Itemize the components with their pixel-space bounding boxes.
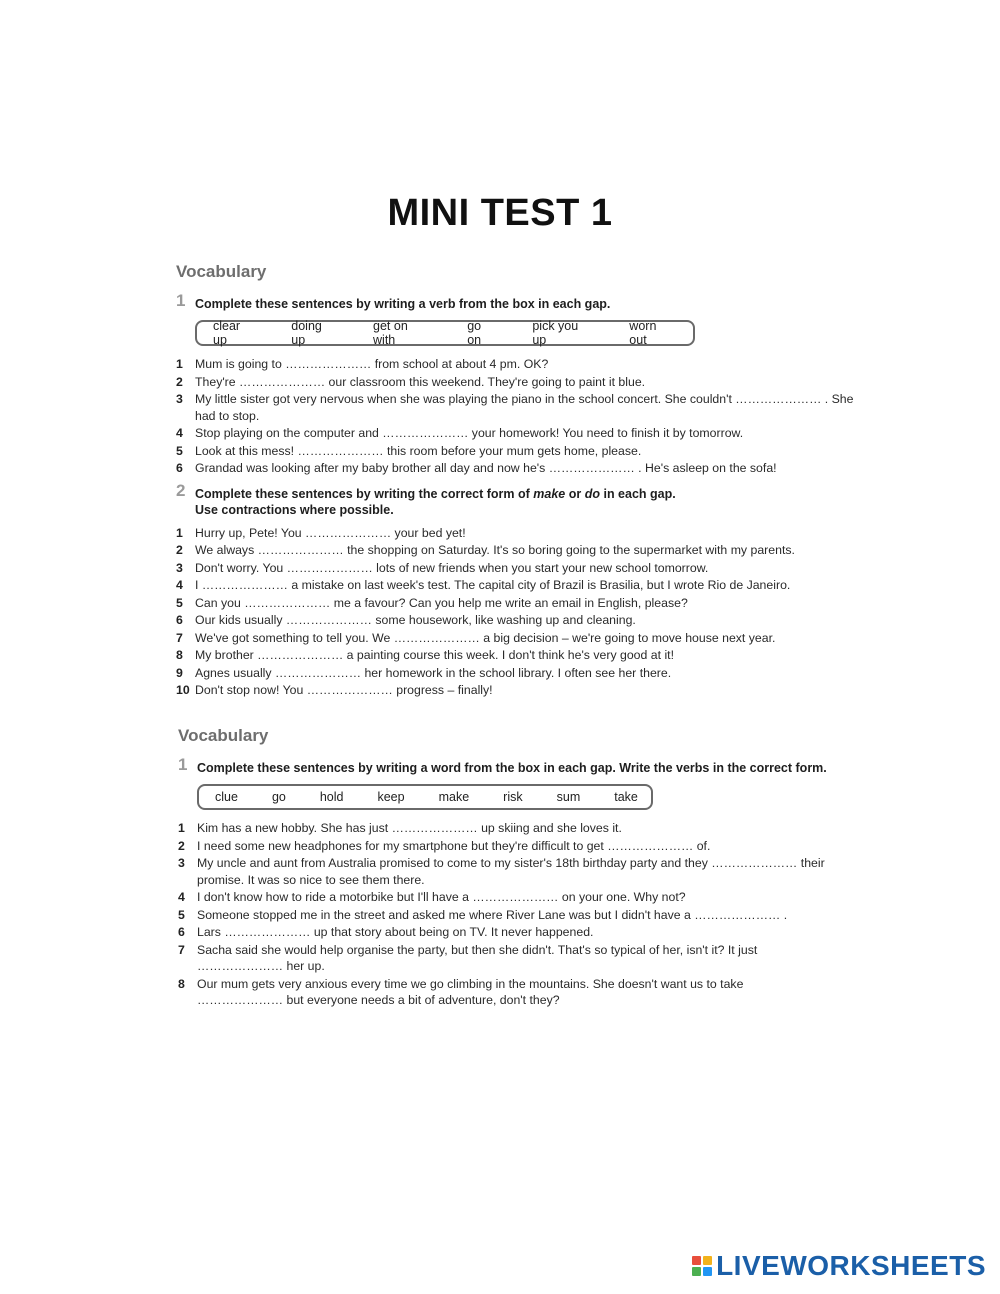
- exercise-instruction-text: Complete these sentences by writing the correct form of make or do in each gap. Use contractions where possible.: [195, 486, 676, 517]
- item-number: 6: [176, 613, 183, 627]
- exercise-items: [176, 525, 796, 699]
- exercise-item: [178, 855, 828, 888]
- box-word: go on: [467, 319, 482, 347]
- exercise-item: [178, 907, 828, 924]
- item-sentence: Look at this mess! ………………… this room before your mum gets home, please.: [195, 443, 642, 458]
- exercise-items: [178, 820, 828, 1009]
- exercise-item: [176, 425, 856, 442]
- exercise-number: 1: [176, 291, 186, 310]
- page-title: MINI TEST 1: [387, 192, 613, 234]
- item-number: 4: [176, 578, 183, 592]
- item-number: 3: [176, 392, 183, 406]
- exercise-number: 1: [178, 755, 188, 774]
- box-word: pick you up: [532, 319, 579, 347]
- exercise-items: [176, 356, 856, 477]
- vocabulary-section-1: [176, 262, 856, 700]
- exercise-2: [176, 480, 856, 699]
- logo-block: [692, 1267, 701, 1276]
- item-sentence: My little sister got very nervous when she was playing the piano in the school concert. She couldn't ………………… . She had to stop.: [195, 392, 854, 423]
- item-number: 10: [176, 683, 190, 697]
- item-sentence: I ………………… a mistake on last week's test. The capital city of Brazil is Brasilia, but I wrote Rio de Janeiro.: [195, 578, 791, 592]
- item-number: 7: [176, 630, 183, 645]
- exercise-instruction: [178, 755, 828, 776]
- item-number: 3: [178, 856, 185, 870]
- exercise-item: [176, 525, 796, 542]
- box-word: make: [438, 790, 470, 804]
- item-sentence: Can you ………………… me a favour? Can you help me write an email in English, please?: [195, 595, 688, 610]
- box-word: go: [271, 790, 286, 804]
- exercise-item: [176, 647, 796, 664]
- exercise-item: [178, 838, 828, 855]
- item-number: 5: [176, 443, 183, 458]
- item-sentence: Our mum gets very anxious every time we go climbing in the mountains. She doesn't want us to take ………………… but everyone needs a bit of adventure, don't they?: [197, 976, 744, 1007]
- exercise-1: [176, 291, 856, 477]
- liveworksheets-logo: [692, 1250, 986, 1282]
- item-sentence: We always ………………… the shopping on Saturday. It's so boring going to the supermarket with my parents.: [195, 543, 795, 557]
- item-number: 1: [176, 525, 183, 540]
- logo-block: [692, 1256, 701, 1265]
- item-number: 7: [178, 942, 185, 957]
- exercise-item: [176, 356, 856, 373]
- item-number: 4: [176, 426, 183, 440]
- item-number: 5: [176, 595, 183, 610]
- item-number: 2: [176, 374, 183, 389]
- item-sentence: They're ………………… our classroom this weekend. They're going to paint it blue.: [195, 374, 646, 389]
- exercise-item: [176, 460, 856, 477]
- logo-block: [703, 1267, 712, 1276]
- item-sentence: We've got something to tell you. We ………………… a big decision – we're going to move house next year.: [195, 630, 776, 645]
- vocabulary-section-2: [178, 726, 828, 1010]
- box-word: sum: [556, 790, 581, 804]
- item-number: 1: [178, 821, 185, 835]
- exercise-item: [176, 595, 796, 612]
- item-sentence: Don't stop now! You ………………… progress – finally!: [195, 683, 493, 697]
- exercise-item: [176, 612, 796, 629]
- exercise-instruction: [176, 480, 856, 518]
- exercise-item: [178, 889, 828, 906]
- box-word: worn out: [629, 319, 657, 347]
- exercise-instruction: [176, 291, 856, 312]
- box-word: doing up: [291, 319, 322, 347]
- exercise-item: [176, 374, 856, 391]
- exercise-item: [176, 560, 796, 577]
- exercise-item: [176, 443, 856, 460]
- item-number: 9: [176, 665, 183, 680]
- item-sentence: Stop playing on the computer and ………………… your homework! You need to finish it by tomorrow.: [195, 426, 744, 440]
- item-sentence: Don't worry. You ………………… lots of new friends when you start your new school tomorrow.: [195, 560, 709, 575]
- exercise-item: [178, 820, 828, 837]
- item-number: 8: [176, 648, 183, 662]
- box-word: keep: [377, 790, 405, 804]
- exercise-item: [176, 391, 856, 424]
- item-sentence: My brother ………………… a painting course this week. I don't think he's very good at it!: [195, 648, 675, 662]
- section-heading: Vocabulary: [178, 726, 269, 745]
- item-number: 8: [178, 976, 185, 991]
- logo-text: LIVEWORKSHEETS: [716, 1250, 986, 1281]
- item-sentence: Lars ………………… up that story about being on TV. It never happened.: [197, 925, 594, 939]
- exercise-instruction-text: Complete these sentences by writing a word from the box in each gap. Write the verbs in the correct form.: [197, 761, 827, 775]
- item-sentence: Agnes usually ………………… her homework in the school library. I often see her there.: [195, 665, 672, 680]
- box-word: clear up: [213, 319, 241, 347]
- exercise-item: [176, 682, 796, 699]
- item-sentence: Our kids usually ………………… some housework, like washing up and cleaning.: [195, 613, 636, 627]
- exercise-item: [178, 924, 828, 941]
- box-word: clue: [215, 790, 238, 804]
- box-word: get on with: [373, 319, 408, 347]
- exercise-item: [178, 976, 828, 1009]
- section-heading: Vocabulary: [176, 262, 267, 281]
- exercise-item: [176, 630, 796, 647]
- word-box: [197, 784, 653, 810]
- exercise-item: [178, 942, 828, 975]
- exercise-item: [176, 665, 796, 682]
- item-sentence: Kim has a new hobby. She has just ………………… up skiing and she loves it.: [197, 821, 622, 835]
- exercise-instruction-text: Complete these sentences by writing a verb from the box in each gap.: [195, 297, 611, 311]
- item-sentence: I need some new headphones for my smartphone but they're difficult to get ………………… of.: [197, 838, 711, 853]
- logo-icon: [692, 1256, 712, 1276]
- word-box: [195, 320, 695, 346]
- item-number: 4: [178, 890, 185, 904]
- item-sentence: Mum is going to ………………… from school at about 4 pm. OK?: [195, 357, 549, 371]
- item-number: 6: [176, 461, 183, 475]
- box-word: hold: [319, 790, 344, 804]
- item-sentence: Hurry up, Pete! You ………………… your bed yet!: [195, 525, 466, 540]
- item-number: 6: [178, 925, 185, 939]
- box-word: take: [614, 790, 638, 804]
- item-number: 2: [178, 838, 185, 853]
- item-number: 1: [176, 357, 183, 371]
- exercise-item: [176, 577, 796, 594]
- item-sentence: Grandad was looking after my baby brother all day and now he's ………………… . He's asleep on the sofa!: [195, 461, 777, 475]
- box-word: risk: [503, 790, 523, 804]
- item-sentence: Someone stopped me in the street and asked me where River Lane was but I didn't have a ………………… .: [197, 907, 788, 922]
- item-sentence: My uncle and aunt from Australia promised to come to my sister's 18th birthday party and they ………………… their promise. It was so nice to see them there.: [197, 856, 825, 887]
- item-number: 3: [176, 560, 183, 575]
- item-number: 5: [178, 907, 185, 922]
- item-sentence: Sacha said she would help organise the party, but then she didn't. That's so typical of her, isn't it? It just ………………… her up.: [197, 942, 758, 973]
- exercise-item: [176, 542, 796, 559]
- logo-block: [703, 1256, 712, 1265]
- item-number: 2: [176, 543, 183, 557]
- exercise-number: 2: [176, 480, 186, 500]
- item-sentence: I don't know how to ride a motorbike but I'll have a ………………… on your one. Why not?: [197, 890, 686, 904]
